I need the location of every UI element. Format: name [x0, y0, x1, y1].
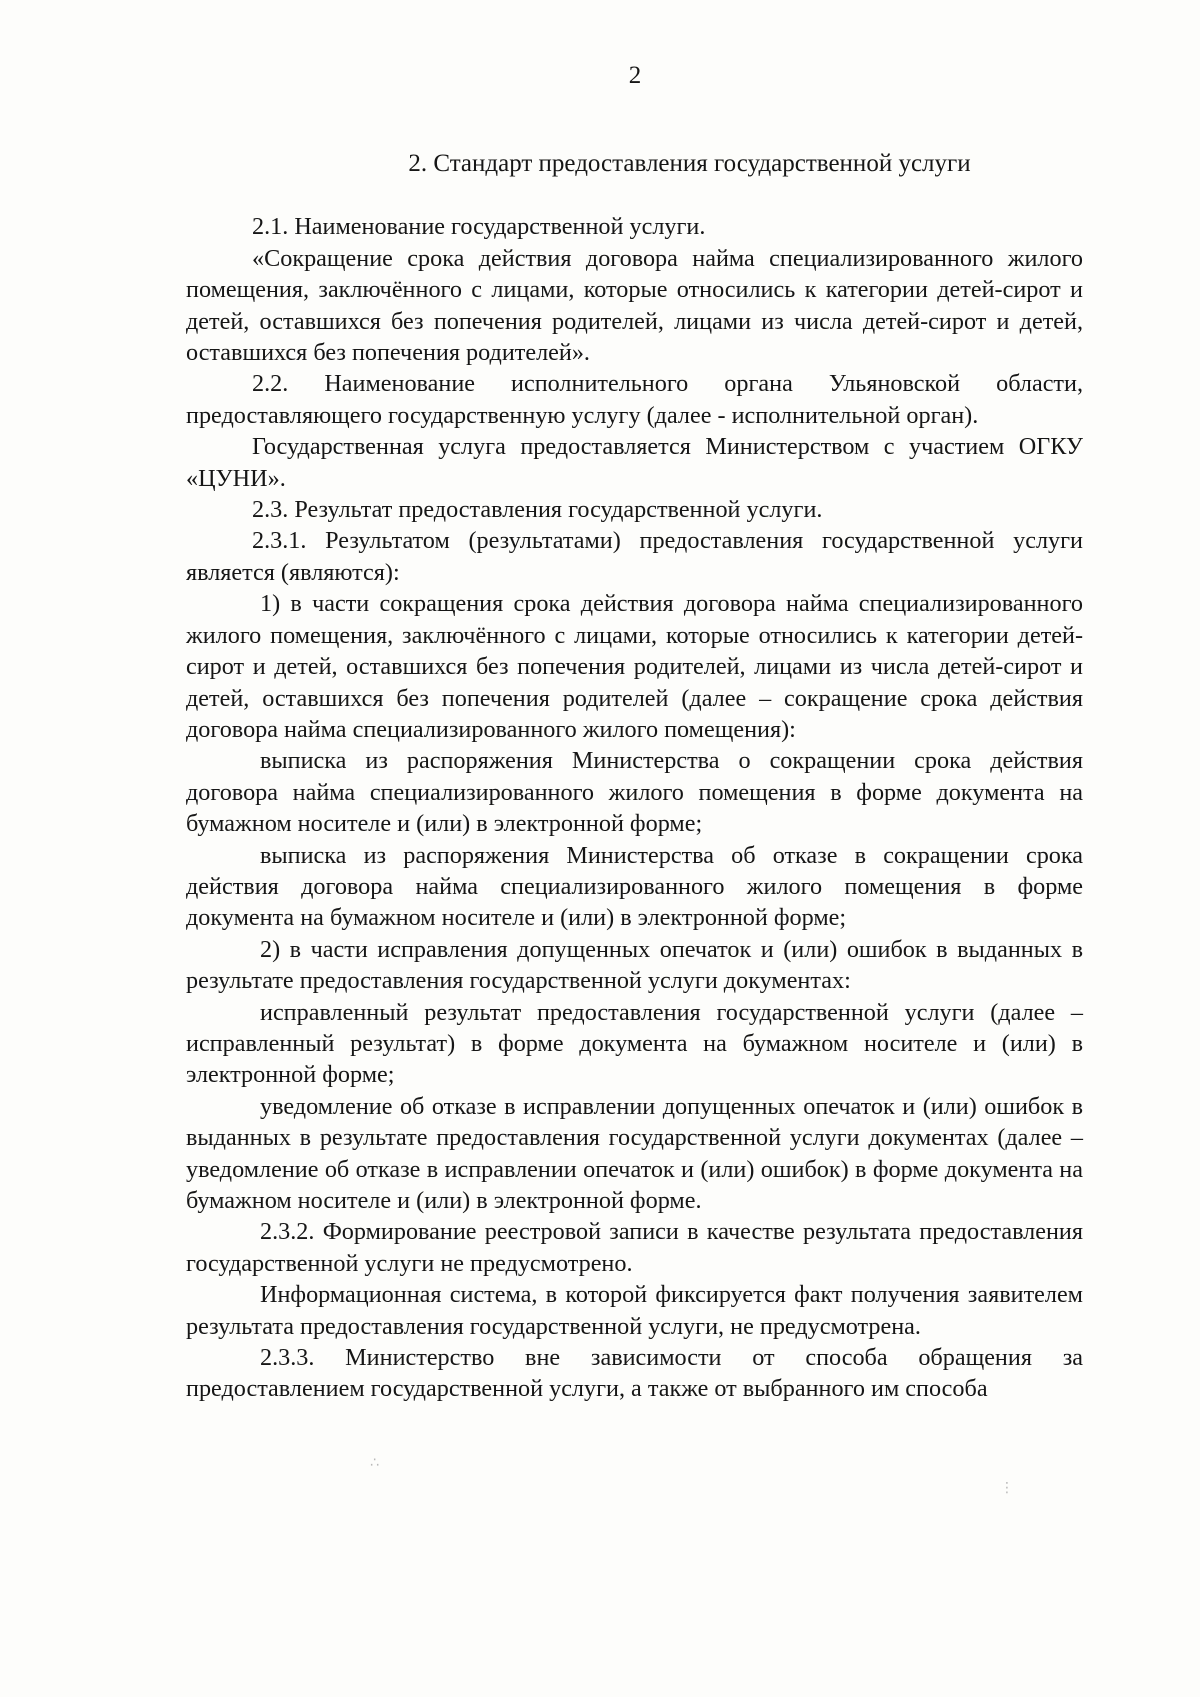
- clause-2-3-1-paragraph: 2.3.1. Результатом (результатами) предоставления государственной услуги является (являются):: [186, 527, 1083, 586]
- result-item-2: 2) в части исправления допущенных опечаток и (или) ошибок в выданных в результате предоставления государственной услуги документах:: [186, 935, 1083, 995]
- result-corrected: исправленный результат предоставления государственной услуги (далее – исправленный результат) в форме документа на бумажном носителе и (или) в электронной форме;: [186, 998, 1083, 1089]
- clause-2-2-heading: 2.2. Наименование исполнительного органа Ульяновской области, предоставляющего государственную услугу (далее - исполнительной орган).: [186, 370, 1083, 429]
- info-system-paragraph: Информационная система, в которой фиксируется факт получения заявителем результата предоставления государственной услуги, не предусмотрена.: [186, 1281, 1083, 1340]
- result-refusal-notice: уведомление об отказе в исправлении допущенных опечаток и (или) ошибок в выданных в результате предоставления государственной услуги документах (далее – уведомление об отказе в исправлении опечаток и (или) ошибок) в форме документа на бумажном носителе и (или) в электронной форме.: [186, 1092, 1083, 1214]
- scan-speck: ∴: [370, 1455, 379, 1471]
- section-title: 2. Стандарт предоставления государственной услуги: [408, 150, 971, 177]
- clause-2-3-2-paragraph: 2.3.2. Формирование реестровой записи в качестве результата предоставления государственной услуги не предусмотрено.: [186, 1218, 1083, 1277]
- result-item-1: 1) в части сокращения срока действия договора найма специализированного жилого помещения, заключённого с лицами, которые относились к категории детей-сирот и детей, оставшихся без попечения родителей, лицами из числа детей-сирот и детей, оставшихся без попечения родителей (далее – сокращение срока действия договора найма специализированного жилого помещения):: [186, 590, 1083, 743]
- result-extract-approval: выписка из распоряжения Министерства о сокращении срока действия договора найма специализированного жилого помещения в форме документа на бумажном носителе и (или) в электронной форме;: [186, 747, 1083, 838]
- service-name-paragraph: «Сокращение срока действия договора найма специализированного жилого помещения, заключённого с лицами, которые относились к категории детей-сирот и детей, оставшихся без попечения родителей, лицами из числа детей-сирот и детей, оставшихся без попечения родителей».: [186, 244, 1083, 367]
- result-extract-refusal: выписка из распоряжения Министерства об отказе в сокращении срока действия договора найма специализированного жилого помещения в форме документа на бумажном носителе и (или) в электронной форме;: [186, 841, 1083, 932]
- clause-2-3-3-paragraph: 2.3.3. Министерство вне зависимости от способа обращения за предоставлением государственной услуги, а также от выбранного им способа: [186, 1344, 1083, 1403]
- clause-2-1-heading: 2.1. Наименование государственной услуги.: [252, 213, 706, 241]
- scan-speck: ⋮: [1000, 1480, 1014, 1496]
- clause-2-3-heading: 2.3. Результат предоставления государственной услуги.: [252, 496, 823, 524]
- provider-paragraph: Государственная услуга предоставляется Министерством с участием ОГКУ «ЦУНИ».: [186, 433, 1083, 492]
- page-number: 2: [628, 62, 642, 89]
- document-body: [186, 148, 1083, 1405]
